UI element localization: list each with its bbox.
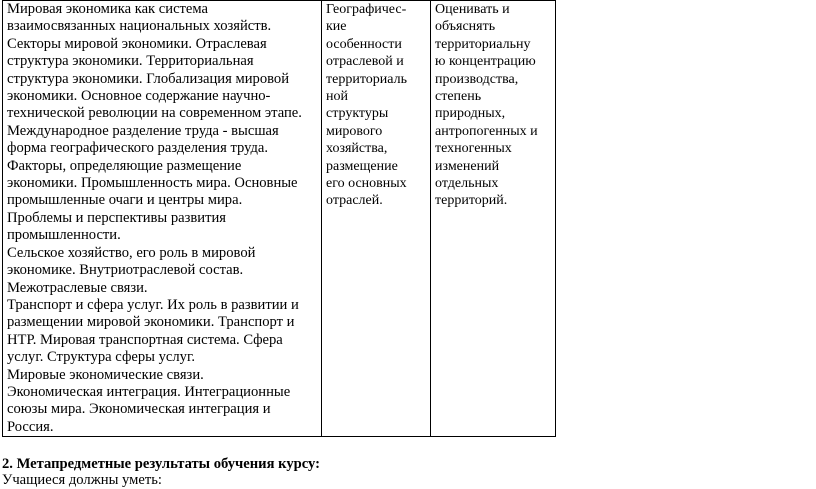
content-cell	[3, 1, 322, 437]
skills-line: Оценивать и	[435, 2, 510, 17]
skills-line: техногенных	[435, 141, 512, 157]
skills-line: производства,	[435, 71, 519, 87]
knowledge-line: кие	[326, 19, 347, 35]
skills-cell	[431, 1, 556, 437]
content-line: промышленности.	[7, 227, 121, 244]
content-line: Мировая экономика как система	[7, 1, 209, 17]
knowledge-cell	[322, 1, 431, 437]
content-line: союзы мира. Экономическая интеграция и	[7, 401, 271, 418]
content-line: услуг. Структура сферы услуг.	[7, 349, 195, 366]
content-line: Мировые экономические связи.	[7, 366, 204, 383]
knowledge-line: структуры	[326, 106, 389, 122]
knowledge-line: хозяйства,	[326, 141, 388, 157]
content-line: Межотраслевые связи.	[7, 279, 148, 296]
knowledge-line: размещение	[326, 158, 398, 174]
skills-line: территориальну	[435, 36, 531, 52]
content-line: Факторы, определяющие размещение	[7, 157, 242, 174]
skills-line: территорий.	[435, 193, 508, 209]
content-line: Транспорт и сфера услуг. Их роль в развитии и	[7, 296, 299, 313]
content-line: размещении мировой экономики. Транспорт и	[7, 314, 295, 331]
knowledge-line: отраслей.	[326, 193, 383, 209]
content-line: экономики. Промышленность мира. Основные	[7, 175, 298, 192]
skills-line: природных,	[435, 106, 506, 122]
content-line: НТР. Мировая транспортная система. Сфера	[7, 331, 283, 348]
content-line: взаимосвязанных национальных хозяйств.	[7, 18, 272, 35]
content-line: Россия.	[7, 418, 54, 435]
skills-line: объяснять	[435, 19, 496, 35]
knowledge-line: ной	[326, 89, 348, 105]
knowledge-line: его основных	[326, 176, 407, 192]
knowledge-line: мирового	[326, 123, 383, 139]
knowledge-line: Географичес-	[326, 2, 407, 17]
knowledge-line: отраслевой и	[326, 54, 404, 70]
content-line: структура экономики. Территориальная	[7, 53, 254, 70]
content-line: Проблемы и перспективы развития	[7, 209, 227, 226]
skills-line: антропогенных и	[435, 123, 538, 139]
knowledge-line: особенности	[326, 36, 402, 52]
skills-line: изменений	[435, 158, 500, 174]
content-line: экономики. Основное содержание научно-	[7, 88, 271, 105]
content-line: промышленные очаги и центры мира.	[7, 192, 243, 209]
content-line: Секторы мировой экономики. Отраслевая	[7, 35, 267, 52]
content-line: технической революции на современном этапе.	[7, 105, 302, 122]
knowledge-line: территориаль	[326, 71, 407, 87]
table-row	[3, 1, 556, 437]
skills-line: степень	[435, 89, 482, 105]
section-subheading: Учащиеся должны уметь:	[2, 472, 162, 488]
content-line: Сельское хозяйство, его роль в мировой	[7, 244, 256, 261]
content-line: Экономическая интеграция. Интеграционные	[7, 383, 291, 400]
section-heading: 2. Метапредметные результаты обучения курсу:	[2, 456, 320, 472]
skills-line: ю концентрацию	[435, 54, 536, 70]
content-line: структура экономики. Глобализация мировой	[7, 70, 290, 87]
curriculum-table	[2, 0, 556, 437]
content-line: Международное разделение труда - высшая	[7, 122, 279, 139]
content-line: экономике. Внутриотраслевой состав.	[7, 262, 244, 279]
skills-line: отдельных	[435, 176, 499, 192]
content-line: форма географического разделения труда.	[7, 140, 269, 157]
